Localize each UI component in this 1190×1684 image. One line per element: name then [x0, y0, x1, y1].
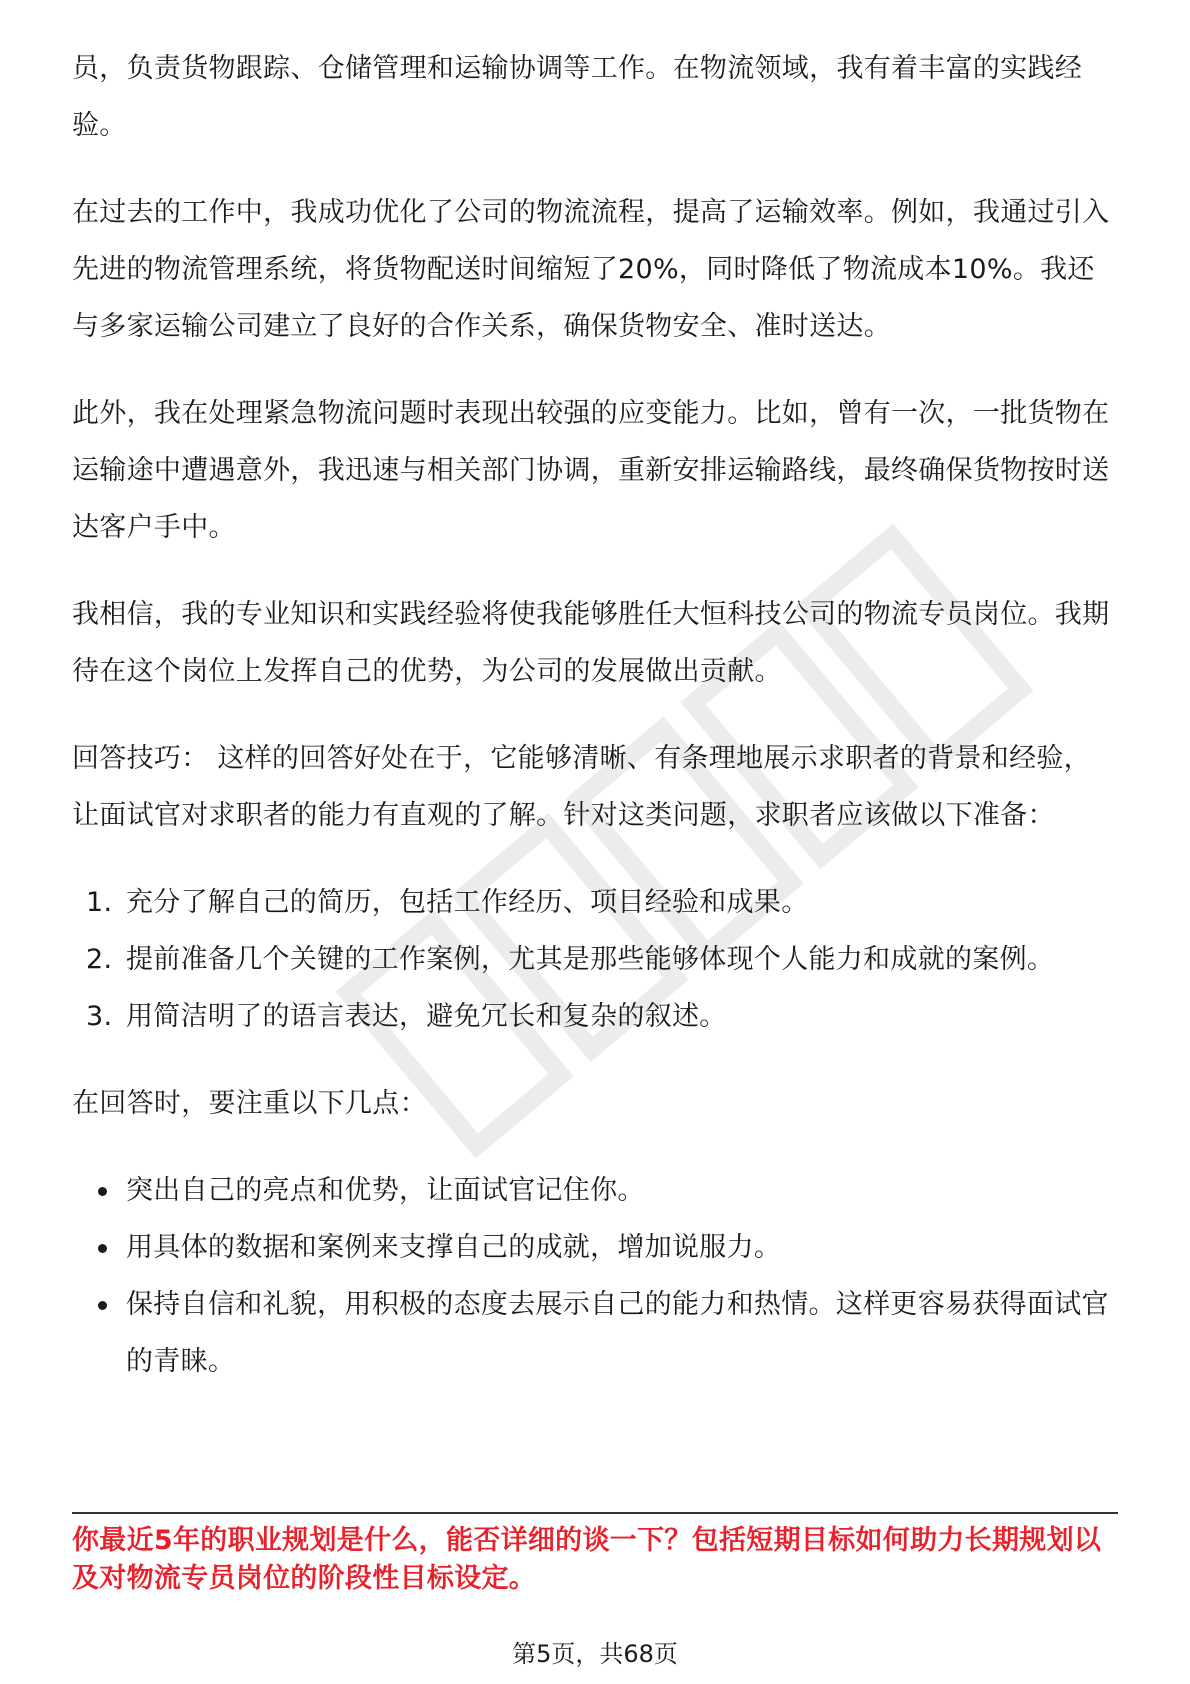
bullet-icon — [98, 1244, 107, 1253]
list-number: 1. — [86, 887, 113, 918]
list-item-text: 提前准备几个关键的工作案例，尤其是那些能够体现个人能力和成就的案例。 — [126, 944, 1055, 975]
paragraph-emergency-handling: 此外，我在处理紧急物流问题时表现出较强的应变能力。比如，曾有一次，一批货物在运输途中遭遇意外，我迅速与相关部门协调，重新安排运输路线，最终确保货物按时送达客户手中。 — [72, 398, 1110, 543]
list-item-text: 突出自己的亮点和优势，让面试官记住你。 — [126, 1175, 645, 1206]
bullet-icon — [98, 1301, 107, 1310]
list-item — [72, 1162, 1118, 1219]
document-body — [72, 40, 1118, 1420]
paragraph-achievements: 在过去的工作中，我成功优化了公司的物流流程，提高了运输效率。例如，我通过引入先进的物流管理系统，将货物配送时间缩短了20%，同时降低了物流成本10%。我还与多家运输公司建立了良好的合作关系，确保货物安全、准时送达。 — [72, 197, 1110, 342]
list-number: 2. — [86, 944, 113, 975]
bullet-icon — [98, 1187, 107, 1196]
list-item-text: 用具体的数据和案例来支撑自己的成就，增加说服力。 — [126, 1232, 782, 1263]
page-number: 第5页，共68页 — [512, 1640, 678, 1668]
list-item — [72, 988, 1118, 1045]
list-item — [72, 931, 1118, 988]
list-item — [72, 874, 1118, 931]
next-question-heading: 你最近5年的职业规划是什么，能否详细的谈一下？包括短期目标如何助力长期规划以及对物流专员岗位的阶段性目标设定。 — [72, 1525, 1102, 1594]
preparation-list — [72, 874, 1118, 1045]
section-divider — [72, 1512, 1118, 1514]
paragraph-points-intro: 在回答时，要注重以下几点： — [72, 1088, 427, 1119]
key-points-list — [72, 1162, 1118, 1390]
paragraph-intro-continued: 员，负责货物跟踪、仓储管理和运输协调等工作。在物流领域，我有着丰富的实践经验。 — [72, 53, 1083, 141]
list-item — [72, 1276, 1118, 1390]
paragraph-conclusion: 我相信，我的专业知识和实践经验将使我能够胜任大恒科技公司的物流专员岗位。我期待在这个岗位上发挥自己的优势，为公司的发展做出贡献。 — [72, 599, 1110, 687]
list-item — [72, 1219, 1118, 1276]
list-item-text: 用简洁明了的语言表达，避免冗长和复杂的叙述。 — [126, 1001, 727, 1032]
list-number: 3. — [86, 1001, 113, 1032]
paragraph-answer-tips: 回答技巧： 这样的回答好处在于，它能够清晰、有条理地展示求职者的背景和经验，让面试官对求职者的能力有直观的了解。针对这类问题，求职者应该做以下准备： — [72, 743, 1091, 831]
list-item-text: 保持自信和礼貌，用积极的态度去展示自己的能力和热情。这样更容易获得面试官的青睐。 — [126, 1289, 1109, 1377]
list-item-text: 充分了解自己的简历，包括工作经历、项目经验和成果。 — [126, 887, 809, 918]
